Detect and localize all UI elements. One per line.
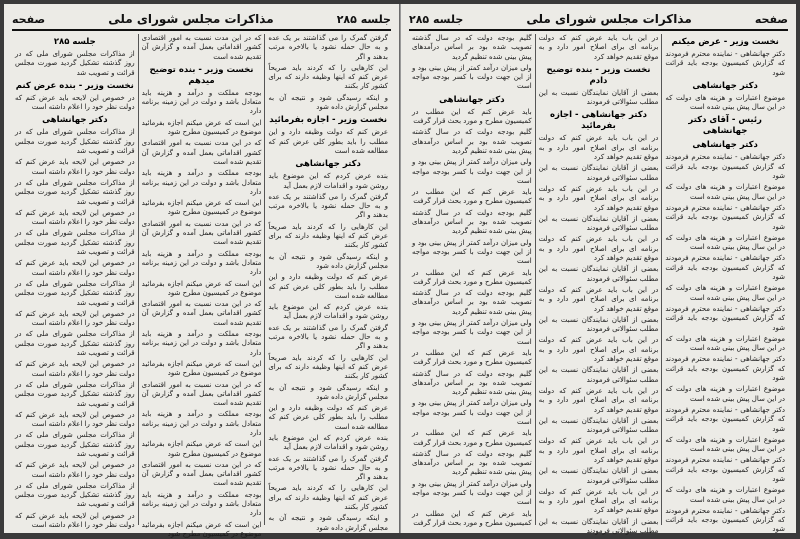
paragraph: ولی میزان درآمد کمتر از پیش بینی بود و از این جهت دولت با کسر بودجه مواجه است bbox=[411, 158, 532, 185]
paragraph: از مذاکرات مجلس شورای ملی که در روز گذشته تشکیل گردید صورت مجلس قرائت و تصویب شد bbox=[14, 128, 135, 156]
paragraph: این کارهایی را که کردند باید صریحاً عرض کنم که اینها وظیفه دارند که برای کشور کار بکنند bbox=[268, 63, 388, 91]
speaker-heading: نخست وزیر - اجازه بفرمائید bbox=[269, 115, 388, 126]
paragraph: این است که عرض میکنم اجازه بفرمائید موضوع در کمیسیون مطرح شود bbox=[141, 520, 262, 538]
right-page bbox=[400, 4, 796, 536]
paragraph: و اینکه رسیدگی شود و نتیجه آن به مجلس گزارش داده شود bbox=[268, 383, 388, 401]
paragraph: بنده عرض کردم که این موضوع باید روشن شود و اقدامات لازم بعمل آید bbox=[268, 303, 388, 321]
right-page-header bbox=[409, 9, 788, 31]
paragraph: بودجه مملکت و درآمد و هزینه باید متعادل باشد و دولت در این زمینه برنامه دارد bbox=[141, 88, 262, 116]
paragraph: دکتر جهانشاهی - نماینده محترم فرمودند که گزارش کمیسیون بودجه باید قرائت شود bbox=[665, 355, 785, 383]
paragraph: بعضی از آقایان نمایندگان نسبت به این مطلب سئوالاتی فرمودند bbox=[538, 467, 659, 485]
paragraph: دکتر جهانشاهی - نماینده محترم فرمودند که گزارش کمیسیون بودجه باید قرائت شود bbox=[665, 405, 785, 433]
paragraph: ولی میزان درآمد کمتر از پیش بینی بود و از این جهت دولت با کسر بودجه مواجه است bbox=[411, 238, 532, 266]
paragraph: عرض کنم که دولت وظیفه دارد و این مطلب را باید بطور کلی عرض کنم که مطالعه شده است bbox=[268, 128, 388, 155]
paragraph: در خصوص این لایحه باید عرض کنم که دولت نظر خود را اعلام داشته است bbox=[14, 309, 135, 328]
paragraph: بعضی از آقایان نمایندگان نسبت به این مطلب سئوالاتی فرمودند bbox=[538, 164, 659, 182]
paragraph: در خصوص این لایحه باید عرض کنم که دولت نظر خود را اعلام داشته است bbox=[14, 511, 135, 530]
paragraph: این است که عرض میکنم اجازه بفرمائید موضوع در کمیسیون مطرح شود bbox=[141, 118, 262, 137]
paragraph: در این باب باید عرض کنم که دولت برنامه ای برای اصلاح امور دارد و به موقع تقدیم خواهد کرد bbox=[538, 437, 659, 464]
speaker-heading: نخست وزیر - بنده توضیح دادم bbox=[546, 64, 651, 86]
paragraph: بعضی از آقایان نمایندگان نسبت به این مطلب سئوالاتی فرمودند bbox=[538, 88, 659, 107]
paragraph: دکتر جهانشاهی - نماینده محترم فرمودند که گزارش کمیسیون بودجه باید قرائت شود bbox=[665, 456, 785, 483]
paragraph: در خصوص این لایحه باید عرض کنم که دولت نظر خود را اعلام داشته است bbox=[14, 461, 135, 479]
paragraph: از مذاکرات مجلس شورای ملی که در روز گذشته تشکیل گردید صورت مجلس قرائت و تصویب شد bbox=[14, 481, 135, 509]
right-column-2 bbox=[536, 34, 663, 536]
speaker-heading: نخست وزیر - عرض میکنم bbox=[671, 37, 779, 47]
right-page-label: صفحه bbox=[754, 12, 788, 26]
left-column-3 bbox=[12, 34, 139, 530]
right-column-1 bbox=[662, 34, 788, 534]
paragraph: عرض کنم که دولت وظیفه دارد و این مطلب را باید بطور کلی عرض کنم که مطالعه شده است bbox=[268, 404, 388, 431]
paragraph: این کارهایی را که کردند باید صریحاً عرض کنم که اینها وظیفه دارند که برای کشور کار بکنند bbox=[268, 222, 388, 250]
speaker-heading: نخست وزیر - بنده توضیح میدهم bbox=[149, 64, 254, 86]
paragraph: و اینکه رسیدگی شود و نتیجه آن به مجلس گزارش داده شود bbox=[268, 252, 388, 270]
paragraph: در این باب باید عرض کنم که دولت برنامه ای برای اصلاح امور دارد و به موقع تقدیم خواهد کرد bbox=[538, 34, 659, 61]
paragraph: بعضی از آقایان نمایندگان نسبت به این مطلب سئوالاتی فرمودند bbox=[538, 366, 659, 384]
right-running-title: مذاکرات مجلس شورای ملی bbox=[526, 12, 692, 26]
paragraph: از مذاکرات مجلس شورای ملی که در روز گذشته تشکیل گردید صورت مجلس قرائت و تصویب شد bbox=[14, 279, 135, 307]
paragraph: بودجه مملکت و درآمد و هزینه باید متعادل باشد و دولت در این زمینه برنامه دارد bbox=[141, 169, 262, 196]
paragraph: این است که عرض میکنم اجازه بفرمائید موضوع در کمیسیون مطرح شود bbox=[141, 199, 262, 217]
speaker-heading: رئیس - آقای دکتر جهانشاهی bbox=[688, 115, 762, 137]
speaker-heading: دکتر جهانشاهی bbox=[42, 115, 108, 126]
paragraph: موضوع اعتبارات و هزینه های دولت که در این سال پیش بینی شده است bbox=[665, 385, 785, 403]
paragraph: موضوع اعتبارات و هزینه های دولت که در این سال پیش بینی شده است bbox=[665, 284, 785, 302]
paragraph: که در این مدت نسبت به امور اقتصادی کشور اقداماتی بعمل آمده و گزارش آن تقدیم شده است bbox=[141, 300, 262, 327]
paragraph: گرفتن گمرک را می گذاشتند بر یک عده و به حال حمله نشود یا بالاخره مرتب بدهند و اگر bbox=[268, 34, 388, 61]
left-running-title: مذاکرات مجلس شورای ملی bbox=[108, 12, 274, 26]
paragraph: گلیم بودجه دولت که در سال گذشته تصویب شده بود بر اساس درآمدهای پیش بینی شده تنظیم گردید bbox=[411, 128, 532, 155]
left-page bbox=[4, 4, 400, 538]
paragraph: در خصوص این لایحه باید عرض کنم که دولت نظر خود را اعلام داشته است bbox=[14, 360, 135, 378]
speaker-heading: دکتر جهانشاهی bbox=[295, 159, 361, 170]
paragraph: که در این مدت نسبت به امور اقتصادی کشور اقداماتی بعمل آمده و گزارش آن تقدیم شده است bbox=[141, 139, 262, 166]
paragraph: در خصوص این لایحه باید عرض کنم که دولت نظر خود را اعلام داشته است bbox=[14, 410, 135, 429]
paragraph: در خصوص این لایحه باید عرض کنم که دولت نظر خود را اعلام داشته است bbox=[14, 93, 135, 112]
paragraph: در این باب باید عرض کنم که دولت برنامه ای برای اصلاح امور دارد و به موقع تقدیم خواهد کرد bbox=[538, 487, 659, 515]
paragraph: موضوع اعتبارات و هزینه های دولت که در این سال پیش بینی شده است bbox=[665, 334, 785, 353]
paragraph: این کارهایی را که کردند باید صریحاً عرض کنم که اینها وظیفه دارند که برای کشور کار بکنند bbox=[268, 353, 388, 381]
paragraph: بودجه مملکت و درآمد و هزینه باید متعادل باشد و دولت در این زمینه برنامه دارد bbox=[141, 490, 262, 518]
paragraph: ولی میزان درآمد کمتر از پیش بینی بود و از این جهت دولت با کسر بودجه مواجه است bbox=[411, 319, 532, 346]
paragraph: باید عرض کنم که این مطلب در کمیسیون مطرح و مورد بحث قرار گرفت bbox=[411, 509, 532, 527]
paragraph: بودجه مملکت و درآمد و هزینه باید متعادل باشد و دولت در این زمینه برنامه دارد bbox=[141, 330, 262, 357]
paragraph: دکتر جهانشاهی - نماینده محترم فرمودند که گزارش کمیسیون بودجه باید قرائت شود bbox=[665, 254, 785, 282]
paragraph: دکتر جهانشاهی - نماینده محترم فرمودند که گزارش کمیسیون بودجه باید قرائت شود bbox=[665, 50, 785, 77]
paragraph: گلیم بودجه دولت که در سال گذشته تصویب شده بود بر اساس درآمدهای پیش بینی شده تنظیم گردید bbox=[411, 289, 532, 316]
paragraph: این است که عرض میکنم اجازه بفرمائید موضوع در کمیسیون مطرح شود bbox=[141, 359, 262, 378]
paragraph: موضوع اعتبارات و هزینه های دولت که در این سال پیش بینی شده است bbox=[665, 183, 785, 201]
paragraph: بعضی از آقایان نمایندگان نسبت به این مطلب سئوالاتی فرمودند bbox=[538, 517, 659, 536]
paragraph: گلیم بودجه دولت که در سال گذشته تصویب شده بود بر اساس درآمدهای پیش بینی شده تنظیم گردید bbox=[411, 449, 532, 477]
speaker-heading: جلسه ۲۸۵ bbox=[53, 37, 96, 47]
paragraph: بنده عرض کردم که این موضوع باید روشن شود و اقدامات لازم بعمل آید bbox=[268, 433, 388, 452]
paragraph: از مذاکرات مجلس شورای ملی که در روز گذشته تشکیل گردید صورت مجلس قرائت و تصویب شد bbox=[14, 380, 135, 408]
paragraph: ولی میزان درآمد کمتر از پیش بینی بود و از این جهت دولت با کسر بودجه مواجه است bbox=[411, 63, 532, 91]
speaker-heading: دکتر جهانشاهی bbox=[692, 80, 758, 91]
paragraph: موضوع اعتبارات و هزینه های دولت که در این سال پیش بینی شده است bbox=[665, 435, 785, 454]
left-session-number: جلسه ۲۸۵ bbox=[336, 12, 391, 26]
paragraph: موضوع اعتبارات و هزینه های دولت که در این سال پیش بینی شده است bbox=[665, 93, 785, 112]
speaker-heading: دکتر جهانشاهی bbox=[692, 140, 758, 151]
paragraph: موضوع اعتبارات و هزینه های دولت که در این سال پیش بینی شده است bbox=[665, 233, 785, 252]
paragraph: باید عرض کنم که این مطلب در کمیسیون مطرح و مورد بحث قرار گرفت bbox=[411, 348, 532, 367]
speaker-heading: نخست وزیر - بنده عرض کنم bbox=[15, 80, 134, 91]
paragraph: بعضی از آقایان نمایندگان نسبت به این مطلب سئوالاتی فرمودند bbox=[538, 265, 659, 283]
paragraph: عرض کنم که دولت وظیفه دارد و این مطلب را باید بطور کلی عرض کنم که مطالعه شده است bbox=[268, 273, 388, 300]
paragraph: باید عرض کنم که این مطلب در کمیسیون مطرح و مورد بحث قرار گرفت bbox=[411, 429, 532, 447]
paragraph: در این باب باید عرض کنم که دولت برنامه ای برای اصلاح امور دارد و به موقع تقدیم خواهد کرد bbox=[538, 285, 659, 313]
paragraph: بودجه مملکت و درآمد و هزینه باید متعادل باشد و دولت در این زمینه برنامه دارد bbox=[141, 410, 262, 437]
paragraph: از مذاکرات مجلس شورای ملی که در روز گذشته تشکیل گردید صورت مجلس قرائت و تصویب شد bbox=[14, 330, 135, 358]
paragraph: و اینکه رسیدگی شود و نتیجه آن به مجلس گزارش داده شود bbox=[268, 514, 388, 532]
paragraph: گرفتن گمرک را می گذاشتند بر یک عده و به حال حمله نشود یا بالاخره مرتب بدهند و اگر bbox=[268, 454, 388, 482]
paragraph: این است که عرض میکنم اجازه بفرمائید موضوع در کمیسیون مطرح شود bbox=[141, 279, 262, 297]
paragraph: دکتر جهانشاهی - نماینده محترم فرمودند که گزارش کمیسیون بودجه باید قرائت شود bbox=[665, 153, 785, 181]
paragraph: موضوع اعتبارات و هزینه های دولت که در این سال پیش بینی شده است bbox=[665, 486, 785, 504]
paragraph: این است که عرض میکنم اجازه بفرمائید موضوع در کمیسیون مطرح شود bbox=[141, 440, 262, 458]
paragraph: در این باب باید عرض کنم که دولت برنامه ای برای اصلاح امور دارد و به موقع تقدیم خواهد کرد bbox=[538, 134, 659, 162]
newspaper-spread bbox=[4, 4, 796, 538]
paragraph: در این باب باید عرض کنم که دولت برنامه ای برای اصلاح امور دارد و به موقع تقدیم خواهد کرد bbox=[538, 336, 659, 364]
paragraph: دکتر جهانشاهی - نماینده محترم فرمودند که گزارش کمیسیون بودجه باید قرائت شود bbox=[665, 304, 785, 332]
paragraph: در خصوص این لایحه باید عرض کنم که دولت نظر خود را اعلام داشته است bbox=[14, 259, 135, 277]
paragraph: که در این مدت نسبت به امور اقتصادی کشور اقداماتی بعمل آمده و گزارش آن تقدیم شده است bbox=[141, 219, 262, 247]
paragraph: و اینکه رسیدگی شود و نتیجه آن به مجلس گزارش داده شود bbox=[268, 93, 388, 112]
paragraph: در این باب باید عرض کنم که دولت برنامه ای برای اصلاح امور دارد و به موقع تقدیم خواهد کرد bbox=[538, 184, 659, 212]
paragraph: که در این مدت نسبت به امور اقتصادی کشور اقداماتی بعمل آمده و گزارش آن تقدیم شده است bbox=[141, 460, 262, 488]
paragraph: گلیم بودجه دولت که در سال گذشته تصویب شده بود بر اساس درآمدهای پیش بینی شده تنظیم گردید bbox=[411, 369, 532, 397]
paragraph: گلیم بودجه دولت که در سال گذشته تصویب شده بود بر اساس درآمدهای پیش بینی شده تنظیم گردید bbox=[411, 34, 532, 61]
speaker-heading: دکتر جهانشاهی - اجازه بفرمائید bbox=[549, 110, 648, 132]
paragraph: این کارهایی را که کردند باید صریحاً عرض کنم که اینها وظیفه دارند که برای کشور کار بکنند bbox=[268, 484, 388, 512]
paragraph: بعضی از آقایان نمایندگان نسبت به این مطلب سئوالاتی فرمودند bbox=[538, 416, 659, 435]
right-session-number: جلسه ۲۸۵ bbox=[409, 12, 464, 26]
left-page-header bbox=[12, 9, 391, 31]
paragraph: ولی میزان درآمد کمتر از پیش بینی بود و از این جهت دولت با کسر بودجه مواجه است bbox=[411, 479, 532, 507]
paragraph: در خصوص این لایحه باید عرض کنم که دولت نظر خود را اعلام داشته است bbox=[14, 208, 135, 227]
left-column-1 bbox=[265, 34, 391, 532]
speaker-heading: دکتر جهانشاهی bbox=[439, 94, 505, 105]
left-column-2 bbox=[139, 34, 266, 538]
paragraph: باید عرض کنم که این مطلب در کمیسیون مطرح و مورد بحث قرار گرفت bbox=[411, 268, 532, 286]
paragraph: از مذاکرات مجلس شورای ملی که در روز گذشته تشکیل گردید صورت مجلس قرائت و تصویب شد bbox=[14, 431, 135, 458]
paragraph: در این باب باید عرض کنم که دولت برنامه ای برای اصلاح امور دارد و به موقع تقدیم خواهد کرد bbox=[538, 235, 659, 263]
left-page-columns bbox=[12, 34, 391, 538]
paragraph: بعضی از آقایان نمایندگان نسبت به این مطلب سئوالاتی فرمودند bbox=[538, 315, 659, 334]
paragraph: ولی میزان درآمد کمتر از پیش بینی بود و از این جهت دولت با کسر بودجه مواجه است bbox=[411, 399, 532, 426]
paragraph: از مذاکرات مجلس شورای ملی که در روز گذشته تشکیل گردید صورت مجلس قرائت و تصویب شد bbox=[14, 178, 135, 206]
paragraph: بعضی از آقایان نمایندگان نسبت به این مطلب سئوالاتی فرمودند bbox=[538, 214, 659, 233]
paragraph: گرفتن گمرک را می گذاشتند بر یک عده و به حال حمله نشود یا بالاخره مرتب بدهند و اگر bbox=[268, 323, 388, 351]
paragraph: بودجه مملکت و درآمد و هزینه باید متعادل باشد و دولت در این زمینه برنامه دارد bbox=[141, 249, 262, 277]
paragraph: باید عرض کنم که این مطلب در کمیسیون مطرح و مورد بحث قرار گرفت bbox=[411, 107, 532, 126]
paragraph: که در این مدت نسبت به امور اقتصادی کشور اقداماتی بعمل آمده و گزارش آن تقدیم شده است bbox=[141, 380, 262, 408]
paragraph: دکتر جهانشاهی - نماینده محترم فرمودند که گزارش کمیسیون بودجه باید قرائت شود bbox=[665, 506, 785, 534]
paragraph: از مذاکرات مجلس شورای ملی که در روز گذشته تشکیل گردید صورت مجلس قرائت و تصویب شد bbox=[14, 50, 135, 77]
left-page-label: صفحه bbox=[12, 12, 46, 26]
paragraph: گرفتن گمرک را می گذاشتند بر یک عده و به حال حمله نشود یا بالاخره مرتب بدهند و اگر bbox=[268, 192, 388, 220]
paragraph: از مذاکرات مجلس شورای ملی که در روز گذشته تشکیل گردید صورت مجلس قرائت و تصویب شد bbox=[14, 229, 135, 257]
right-page-columns bbox=[409, 34, 788, 536]
paragraph: بنده عرض کردم که این موضوع باید روشن شود و اقدامات لازم بعمل آید bbox=[268, 172, 388, 190]
paragraph: گلیم بودجه دولت که در سال گذشته تصویب شده بود بر اساس درآمدهای پیش بینی شده تنظیم گردید bbox=[411, 208, 532, 236]
paragraph: باید عرض کنم که این مطلب در کمیسیون مطرح و مورد بحث قرار گرفت bbox=[411, 188, 532, 206]
paragraph: دکتر جهانشاهی - نماینده محترم فرمودند که گزارش کمیسیون بودجه باید قرائت شود bbox=[665, 203, 785, 231]
right-column-3 bbox=[409, 34, 536, 525]
paragraph: در این باب باید عرض کنم که دولت برنامه ای برای اصلاح امور دارد و به موقع تقدیم خواهد کرد bbox=[538, 386, 659, 414]
paragraph: در خصوص این لایحه باید عرض کنم که دولت نظر خود را اعلام داشته است bbox=[14, 158, 135, 176]
paragraph: که در این مدت نسبت به امور اقتصادی کشور اقداماتی بعمل آمده و گزارش آن تقدیم شده است bbox=[141, 34, 262, 61]
